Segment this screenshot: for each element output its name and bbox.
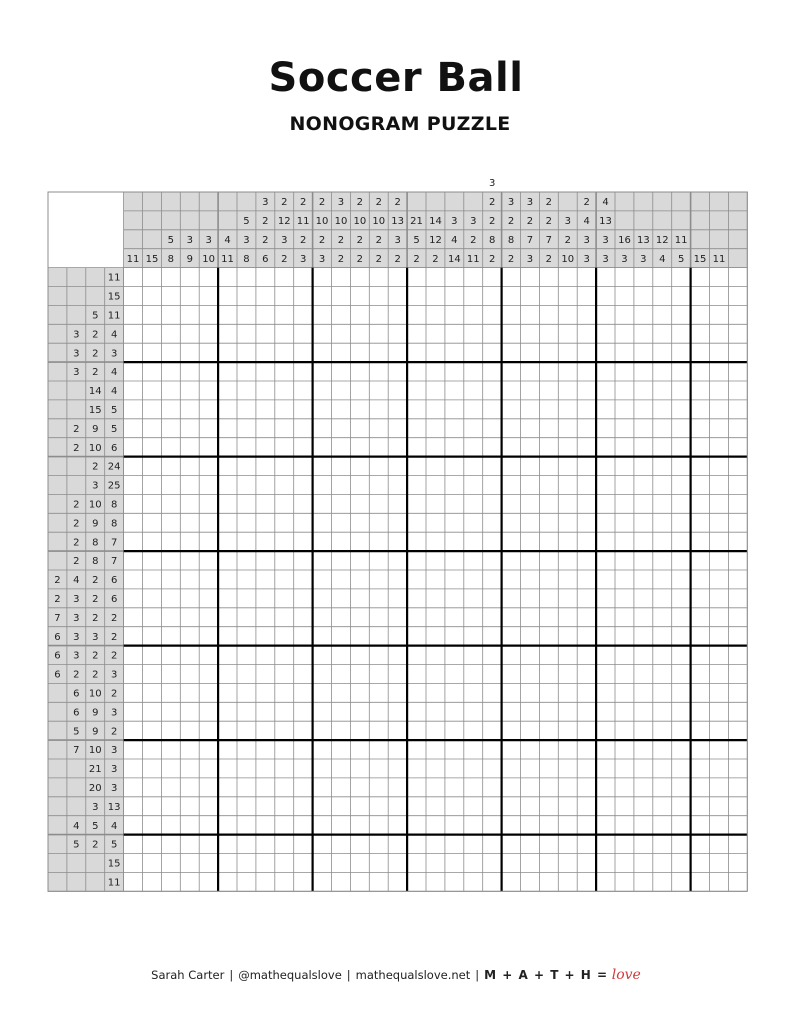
- column-clue-number: 2: [318, 234, 326, 246]
- column-clue-number: 2: [299, 234, 307, 246]
- row-clue-number: 3: [73, 593, 80, 605]
- row-clue-number: 3: [73, 367, 80, 379]
- column-clue-number: 10: [334, 215, 348, 227]
- column-clue-number: 5: [167, 234, 175, 246]
- row-clue-number: 3: [110, 669, 118, 681]
- row-clue-number: 2: [92, 367, 99, 379]
- row-clue-number: 5: [110, 404, 118, 416]
- column-clue-number: 3: [507, 197, 515, 209]
- row-clue-number: 2: [73, 537, 80, 549]
- row-clue-number: 2: [110, 650, 118, 662]
- row-clue-number: 15: [107, 858, 121, 870]
- column-clue-number: 3: [602, 253, 609, 265]
- row-clue-number: 3: [73, 348, 80, 360]
- row-clue-number: 2: [54, 593, 61, 605]
- column-clue-number: 7: [545, 234, 553, 246]
- column-clue-number: 2: [337, 234, 345, 246]
- column-clue-number: 2: [488, 253, 496, 265]
- footer-website[interactable]: mathequalslove.net: [355, 968, 471, 982]
- footer-divider: |: [229, 968, 234, 982]
- column-clue-number: 14: [447, 253, 461, 265]
- footer-divider: |: [346, 968, 351, 982]
- column-clue-number: 4: [224, 234, 231, 246]
- column-clue-number: 13: [636, 234, 650, 246]
- column-clue-number: 10: [353, 215, 367, 227]
- column-clue-number: 2: [262, 234, 269, 246]
- row-clue-number: 10: [88, 688, 102, 700]
- column-clue-number: 2: [545, 253, 553, 265]
- column-clue-number: 11: [126, 253, 140, 265]
- column-clue-number: 2: [356, 197, 364, 209]
- row-clue-number: 10: [88, 442, 102, 454]
- column-clue-number: 2: [262, 215, 269, 227]
- row-clue-number: 2: [73, 442, 80, 454]
- column-clue-number: 3: [526, 253, 534, 265]
- row-clue-number: 2: [92, 461, 99, 473]
- column-clue-number: 2: [299, 197, 307, 209]
- column-clue-number: 2: [507, 253, 515, 265]
- row-clue-number: 2: [73, 556, 80, 568]
- row-clue-number: 5: [73, 726, 80, 738]
- column-clue-number: 2: [488, 197, 496, 209]
- column-clue-number: 4: [659, 253, 666, 265]
- row-clue-number: 8: [110, 518, 118, 530]
- row-clue-number: 8: [110, 499, 118, 511]
- row-clue-number: 2: [110, 726, 118, 738]
- row-clue-number: 2: [92, 593, 99, 605]
- row-clue-number: 2: [73, 669, 80, 681]
- row-clue-number: 15: [88, 404, 102, 416]
- column-clue-number: 3: [205, 234, 212, 246]
- column-clue-number: 2: [545, 215, 553, 227]
- row-clue-number: 2: [54, 575, 61, 587]
- row-clue-number: 11: [107, 877, 121, 889]
- row-clue-number: 3: [110, 707, 118, 719]
- row-clue-number: 4: [110, 386, 118, 398]
- column-clue-number: 3: [337, 197, 345, 209]
- row-clue-number: 5: [110, 423, 118, 435]
- row-clue-number: 4: [73, 820, 80, 832]
- column-clue-number: 10: [372, 215, 386, 227]
- row-clue-number: 6: [73, 707, 80, 719]
- column-clue-number: 3: [621, 253, 628, 265]
- column-clue-number: 10: [202, 253, 216, 265]
- row-clue-number: 21: [88, 764, 102, 776]
- column-clue-number: 8: [167, 253, 175, 265]
- column-clue-number: 2: [318, 197, 326, 209]
- row-clue-number: 3: [92, 480, 99, 492]
- column-clue-number: 4: [451, 234, 458, 246]
- row-clue-number: 5: [92, 310, 99, 322]
- column-clue-number: 3: [564, 215, 571, 227]
- column-clue-number: 8: [243, 253, 250, 265]
- column-clue-number: 12: [277, 215, 291, 227]
- row-clue-number: 4: [110, 329, 118, 341]
- column-clue-number: 10: [315, 215, 329, 227]
- row-clue-number: 24: [107, 461, 121, 473]
- row-clue-number: 9: [92, 707, 99, 719]
- column-clue-number: 3: [299, 253, 307, 265]
- row-clue-number: 6: [54, 650, 61, 662]
- column-clue-number: 11: [712, 253, 726, 265]
- column-clue-number: 5: [413, 234, 420, 246]
- row-clue-number: 4: [110, 367, 118, 379]
- footer: [0, 967, 792, 983]
- column-clue-number: 3: [394, 234, 401, 246]
- column-clue-number: 8: [507, 234, 515, 246]
- footer-handle[interactable]: @mathequalslove: [238, 968, 342, 982]
- row-clue-number: 2: [110, 688, 118, 700]
- page-title: Soccer Ball: [268, 55, 524, 101]
- column-clue-number: 21: [410, 215, 423, 227]
- row-clue-number: 14: [88, 386, 102, 398]
- row-clue-number: 6: [73, 688, 80, 700]
- row-clue-number: 3: [73, 329, 80, 341]
- footer-author: Sarah Carter: [151, 968, 225, 982]
- row-clue-number: 2: [92, 348, 99, 360]
- column-clue-number: 2: [564, 234, 571, 246]
- row-clue-number: 6: [110, 593, 118, 605]
- row-clue-number: 8: [92, 556, 99, 568]
- footer-brand-logo: M + A + T + H =: [484, 968, 609, 982]
- row-clue-number: 10: [88, 745, 102, 757]
- row-clue-number: 3: [73, 631, 80, 643]
- column-clue-number: 2: [375, 234, 382, 246]
- row-clue-number: 4: [73, 575, 80, 587]
- row-clue-number: 7: [54, 612, 61, 624]
- footer-brand-love: love: [611, 967, 641, 983]
- column-clue-number: 2: [281, 253, 288, 265]
- page-subtitle: NONOGRAM PUZZLE: [289, 113, 511, 135]
- column-clue-number: 2: [337, 253, 345, 265]
- column-clue-number: 10: [561, 253, 575, 265]
- column-clue-number: 7: [526, 234, 534, 246]
- column-clue-number: 13: [599, 215, 612, 227]
- column-clue-number: 3: [583, 234, 590, 246]
- column-clue-number: 4: [583, 215, 590, 227]
- row-clue-number: 2: [92, 575, 99, 587]
- column-clue-number: 2: [394, 253, 401, 265]
- row-clue-number: 11: [107, 272, 121, 284]
- row-clue-number: 2: [92, 612, 99, 624]
- column-clue-number: 2: [356, 253, 364, 265]
- column-clue-number: 3: [640, 253, 647, 265]
- row-clue-number: 3: [92, 801, 99, 813]
- row-clue-number: 13: [107, 801, 121, 813]
- column-clue-number: 3: [602, 234, 609, 246]
- row-clue-number: 6: [110, 575, 118, 587]
- column-clue-number: 9: [186, 253, 193, 265]
- column-clue-number: 2: [375, 253, 382, 265]
- row-clue-number: 9: [92, 726, 99, 738]
- column-clue-number: 2: [545, 197, 553, 209]
- column-clue-number: 14: [429, 215, 442, 227]
- row-clue-number: 25: [107, 480, 121, 492]
- column-clue-number: 12: [429, 234, 442, 246]
- column-clue-number: 12: [655, 234, 669, 246]
- row-clue-number: 4: [110, 820, 118, 832]
- column-clue-number: 2: [507, 215, 515, 227]
- column-clue-number: 3: [488, 178, 496, 190]
- column-clue-number: 11: [296, 215, 310, 227]
- column-clue-number: 4: [602, 197, 609, 209]
- column-clue-number: 3: [451, 215, 458, 227]
- column-clue-number: 2: [488, 215, 496, 227]
- row-clue-number: 3: [73, 650, 80, 662]
- column-clue-number: 3: [281, 234, 288, 246]
- row-clue-number: 9: [92, 518, 99, 530]
- row-clue-number: 3: [110, 764, 118, 776]
- column-clue-number: 11: [466, 253, 480, 265]
- row-clue-number: 7: [73, 745, 80, 757]
- row-clue-number: 2: [73, 423, 80, 435]
- row-clue-number: 2: [73, 518, 80, 530]
- column-clue-number: 3: [526, 197, 534, 209]
- column-clue-number: 5: [677, 253, 685, 265]
- row-clue-number: 3: [92, 631, 99, 643]
- column-clue-number: 2: [394, 197, 401, 209]
- row-clue-number: 7: [110, 556, 118, 568]
- column-clue-number: 6: [262, 253, 269, 265]
- column-clue-number: 2: [526, 215, 534, 227]
- row-clue-number: 2: [110, 612, 118, 624]
- column-clue-number: 15: [145, 253, 159, 265]
- row-clue-number: 7: [110, 537, 118, 549]
- row-clue-number: 3: [110, 745, 118, 757]
- row-clue-number: 2: [110, 631, 118, 643]
- column-clue-number: 2: [583, 197, 590, 209]
- column-clue-number: 3: [262, 197, 269, 209]
- column-clue-number: 11: [674, 234, 688, 246]
- column-clue-number: 3: [583, 253, 590, 265]
- row-clue-number: 2: [92, 329, 99, 341]
- row-clue-number: 3: [73, 612, 80, 624]
- row-clue-number: 5: [92, 820, 99, 832]
- row-clue-number: 20: [88, 782, 102, 794]
- column-clue-number: 2: [356, 234, 364, 246]
- column-clue-number: 2: [281, 197, 288, 209]
- column-clue-number: 3: [470, 215, 477, 227]
- row-clue-number: 8: [92, 537, 99, 549]
- column-clue-number: 2: [470, 234, 477, 246]
- row-clue-number: 6: [110, 442, 118, 454]
- row-clue-number: 3: [110, 348, 118, 360]
- column-clue-number: 3: [318, 253, 326, 265]
- column-clue-number: 2: [413, 253, 420, 265]
- footer-divider: |: [475, 968, 480, 982]
- column-clue-number: 5: [243, 215, 250, 227]
- column-clue-number: 15: [693, 253, 707, 265]
- row-clue-number: 5: [73, 839, 80, 851]
- row-clue-number: 3: [110, 782, 118, 794]
- column-clue-number: 11: [221, 253, 234, 265]
- puzzle-border: [48, 192, 747, 891]
- column-clue-number: 13: [391, 215, 405, 227]
- row-clue-number: 2: [73, 499, 80, 511]
- row-clue-number: 6: [54, 631, 61, 643]
- column-clue-number: 2: [375, 197, 382, 209]
- row-clue-number: 10: [88, 499, 102, 511]
- row-clue-number: 2: [92, 839, 99, 851]
- row-clue-number: 2: [92, 669, 99, 681]
- column-clue-number: 3: [243, 234, 250, 246]
- column-clue-number: 16: [618, 234, 631, 246]
- row-clue-number: 9: [92, 423, 99, 435]
- row-clue-number: 11: [107, 310, 121, 322]
- row-clue-number: 15: [107, 291, 121, 303]
- column-clue-number: 3: [186, 234, 193, 246]
- row-clue-number: 5: [110, 839, 118, 851]
- row-clue-number: 6: [54, 669, 61, 681]
- column-clue-number: 8: [488, 234, 496, 246]
- row-clue-number: 2: [92, 650, 99, 662]
- column-clue-number: 2: [432, 253, 439, 265]
